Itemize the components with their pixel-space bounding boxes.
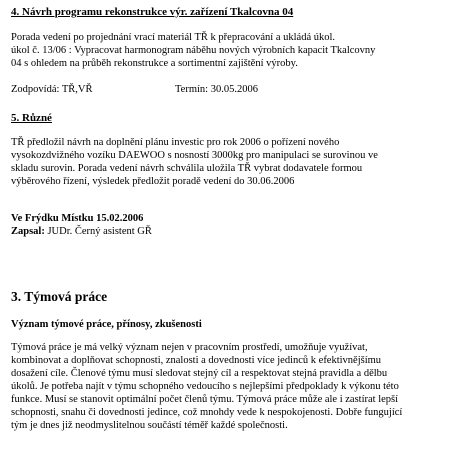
section-4-line: 04 s ohledem na průběh rekonstrukce a sortimentní zajištění výroby. xyxy=(11,58,298,69)
author-label: Zapsal: xyxy=(11,226,45,237)
section-3-line: Týmová práce je má velký význam nejen v pracovním prostředí, umožňuje využívat, xyxy=(11,342,368,353)
author-name: JUDr. Černý asistent GŘ xyxy=(47,226,152,237)
section-3-line: úkolů. Je potřeba najít v týmu schopného vedoucího s nejlepšími předpoklady k výkonu této xyxy=(11,381,399,392)
section-4-heading: 4. Návrh programu rekonstrukce výr. zařízení Tkalcovna 04 xyxy=(11,6,294,18)
section-5-line: TŘ předložil návrh na doplnění plánu investic pro rok 2006 o pořízení nového xyxy=(11,137,340,148)
section-3-line: funkce. Musí se stanovit optimální počet členů týmu. Týmová práce může ale i zastírat lepší xyxy=(11,394,399,405)
section-5-line: skladu surovin. Porada vedení návrh schválila uložila TŘ vybrat dodavatele formou xyxy=(11,163,363,174)
section-4-line: úkol č. 13/06 : Vypracovat harmonogram náběhu nových výrobních kapacit Tkalcovny xyxy=(11,45,376,56)
section-5-line: výběrového řízení, výsledek předložit poradě vedení do 30.06.2006 xyxy=(11,176,295,187)
deadline-label: Termín: 30.05.2006 xyxy=(175,84,258,95)
author-line xyxy=(11,225,152,238)
section-3-line: kombinovat a doplňovat schopnosti, znalosti a dovednosti více jedinců k efektivnějšímu xyxy=(11,355,382,366)
section-5-line: vysokozdvižného vozíku DAEWOO s nosností 3000kg pro manipulaci se surovinou ve xyxy=(11,150,378,161)
section-3-subheading: Význam týmové práce, přínosy, zkušenosti xyxy=(11,319,202,330)
section-3-heading: 3. Týmová práce xyxy=(11,289,108,304)
section-3-line: tým je dnes již neodmyslitelnou součástí téměř každé společnosti. xyxy=(11,420,288,431)
responsible-label: Zodpovídá: TŘ,VŘ xyxy=(11,84,93,95)
section-4-line: Porada vedení po projednání vrací materiál TŘ k přepracování a ukládá úkol. xyxy=(11,32,336,43)
section-3-line: schopnosti, snahu či dovednosti jedince, což mnohdy vede k nespokojenosti. Dobře fungující xyxy=(11,407,403,418)
section-3-line: dosažení cíle. Členové týmu musí sledovat stejný cíl a respektovat stejná pravidla a dělbu xyxy=(11,368,388,379)
section-5-heading: 5. Různé xyxy=(11,112,52,124)
place-date: Ve Frýdku Místku 15.02.2006 xyxy=(11,213,144,224)
